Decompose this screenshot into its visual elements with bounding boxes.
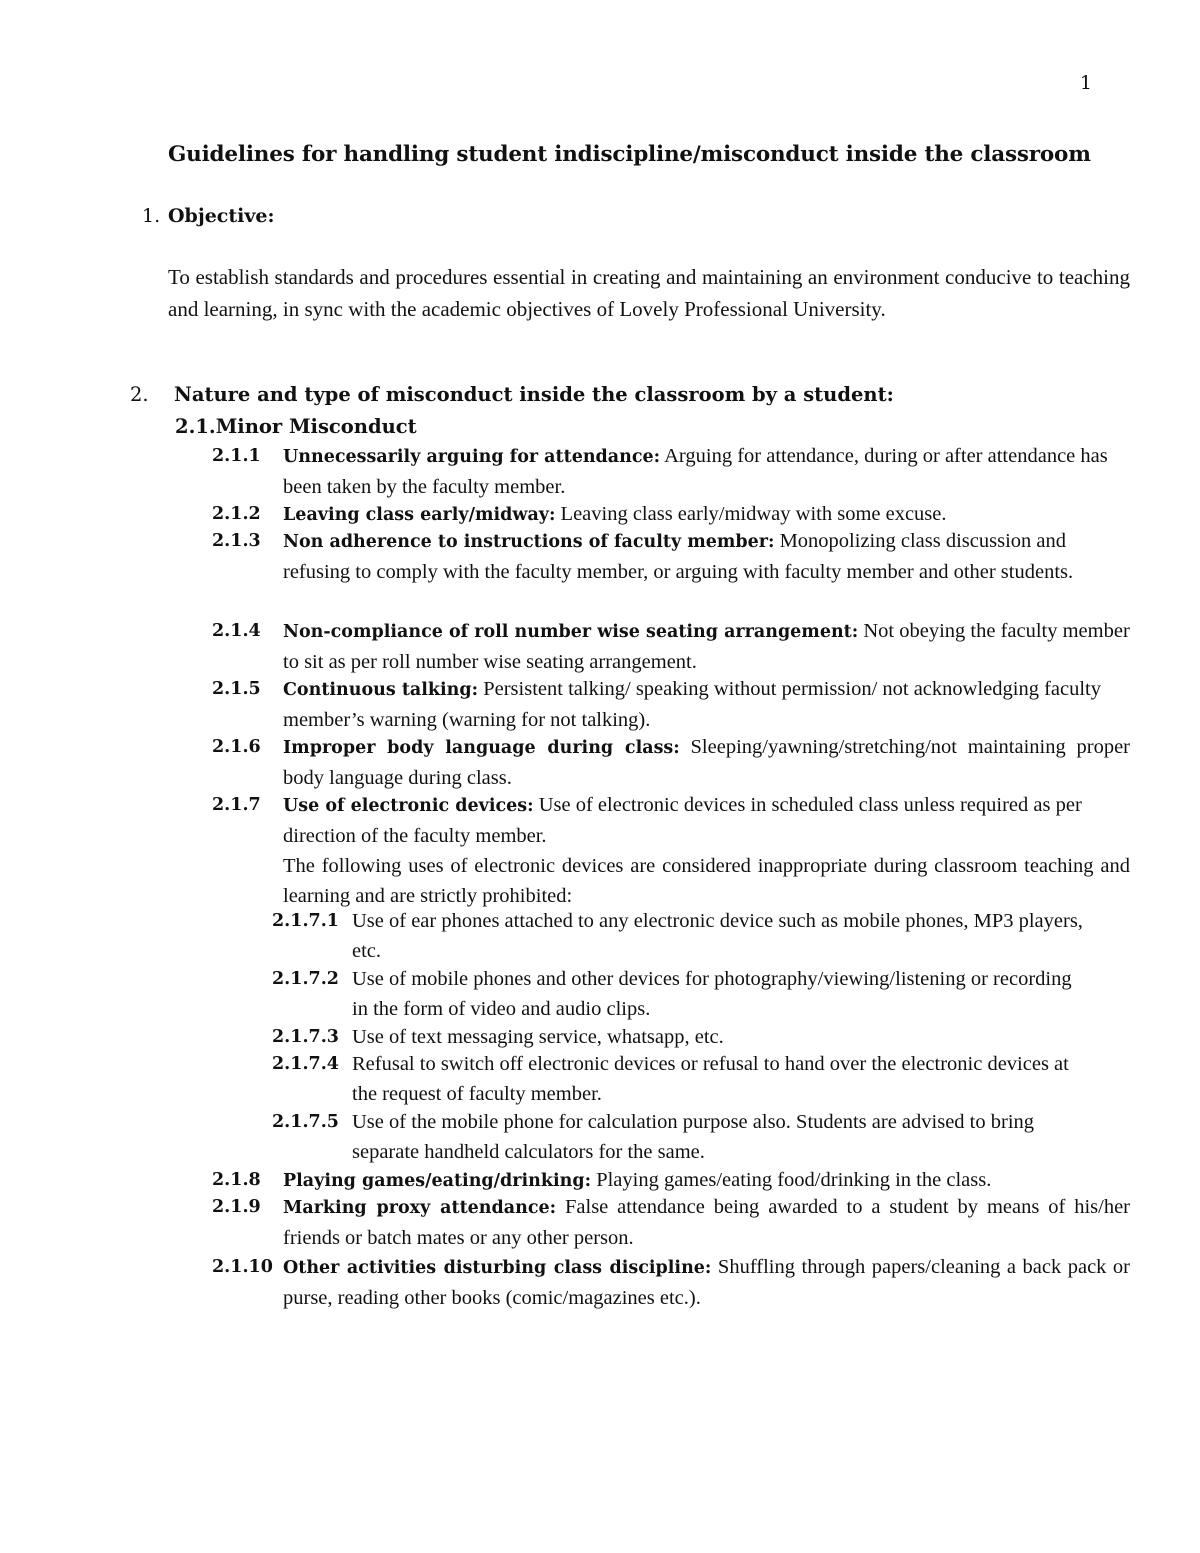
- subitem-text: Use of text messaging service, whatsapp, etc.: [352, 1026, 724, 1048]
- list-subitem-2-1-7-2: [272, 964, 1130, 1024]
- item-label: Non adherence to instructions of faculty member:: [283, 532, 775, 552]
- objective-text: To establish standards and procedures essential in creating and maintaining an environment conducive to teaching and learning, in sync with the academic objectives of Lovely Professional University.: [168, 265, 1130, 321]
- list-subitem-2-1-7-4: [272, 1049, 1130, 1109]
- item-label: Continuous talking:: [283, 680, 479, 700]
- item-text: Playing games/eating food/drinking in the class.: [596, 1169, 992, 1191]
- item-text: Sleeping/yawning/stretching/not maintaining proper body language during class.: [283, 736, 1130, 789]
- item-text: Use of electronic devices in scheduled class unless required as per direction of the faculty member.: [283, 794, 1082, 847]
- subitem-number: 2.1.7.1: [272, 911, 339, 931]
- list-subitem-2-1-7-3: [272, 1022, 1130, 1052]
- item-label: Other activities disturbing class discipline:: [283, 1258, 712, 1278]
- item-number: 2.1.2: [212, 504, 261, 524]
- item-number: 2.1.8: [212, 1170, 261, 1190]
- section-1-number: 1.: [142, 205, 161, 227]
- list-subitem-2-1-7-1: [272, 906, 1130, 966]
- item-text: Persistent talking/ speaking without permission/ not acknowledging faculty member’s warning (warning for not talking).: [283, 678, 1101, 731]
- item-text: Not obeying the faculty member to sit as per roll number wise seating arrangement.: [283, 620, 1130, 673]
- item-number: 2.1.5: [212, 679, 261, 699]
- item-label: Improper body language during class:: [283, 738, 680, 758]
- item-text: Arguing for attendance, during or after attendance has been taken by the faculty member.: [283, 445, 1108, 498]
- item-number: 2.1.4: [212, 621, 261, 641]
- subitem-text: Use of ear phones attached to any electronic device such as mobile phones, MP3 players, etc.: [352, 910, 1083, 962]
- item-number: 2.1.9: [212, 1197, 261, 1217]
- list-item-2-1-7: [212, 790, 1130, 911]
- item-number: 2.1.7: [212, 795, 261, 815]
- subitem-number: 2.1.7.4: [272, 1054, 339, 1074]
- item-label: Marking proxy attendance:: [283, 1198, 557, 1218]
- item-text: Shuffling through papers/cleaning a back pack or purse, reading other books (comic/magazines etc.).: [283, 1256, 1131, 1309]
- item-label: Use of electronic devices:: [283, 796, 534, 816]
- section-2-heading: [130, 383, 894, 406]
- list-item-2-1-1: [212, 441, 1130, 502]
- item-label: Playing games/eating/drinking:: [283, 1171, 592, 1191]
- item-label: Leaving class early/midway:: [283, 505, 556, 525]
- list-item-2-1-10: [212, 1252, 1130, 1313]
- subsection-2-1-label: Minor Misconduct: [215, 415, 417, 438]
- subitem-text: Refusal to switch off electronic devices or refusal to hand over the electronic devices at the request of faculty member.: [352, 1053, 1069, 1105]
- subitem-text: Use of mobile phones and other devices for photography/viewing/listening or recording in the form of video and audio clips.: [352, 968, 1072, 1020]
- list-item-2-1-5: [212, 674, 1130, 735]
- list-subitem-2-1-7-5: [272, 1107, 1130, 1167]
- item-text: False attendance being awarded to a student by means of his/her friends or batch mates or any other person.: [283, 1196, 1131, 1249]
- section-2-label: Nature and type of misconduct inside the classroom by a student:: [174, 383, 894, 406]
- page-title: Guidelines for handling student indiscipline/misconduct inside the classroom: [168, 142, 1091, 167]
- item-number: 2.1.10: [212, 1257, 273, 1277]
- section-1-heading: [142, 205, 275, 227]
- item-label: Non-compliance of roll number wise seating arrangement:: [283, 622, 859, 642]
- subitem-number: 2.1.7.2: [272, 969, 339, 989]
- section-1-label: Objective:: [168, 205, 275, 227]
- item-text: Leaving class early/midway with some excuse.: [560, 503, 947, 525]
- list-item-2-1-4: [212, 616, 1130, 677]
- item-number: 2.1.6: [212, 737, 261, 757]
- section-2-number: 2.: [130, 383, 149, 406]
- item-text: Monopolizing class discussion and refusing to comply with the faculty member, or arguing with faculty member and other students.: [283, 530, 1074, 583]
- page-number: 1: [1079, 72, 1092, 94]
- item-number: 2.1.3: [212, 531, 261, 551]
- list-item-2-1-6: [212, 732, 1130, 793]
- item-number: 2.1.1: [212, 446, 261, 466]
- item-label: Unnecessarily arguing for attendance:: [283, 447, 661, 467]
- subitem-number: 2.1.7.5: [272, 1112, 339, 1132]
- subsection-2-1-number: 2.1.: [175, 415, 216, 438]
- subitem-text: Use of the mobile phone for calculation purpose also. Students are advised to bring separate handheld calculators for the same.: [352, 1111, 1035, 1163]
- list-item-2-1-3: [212, 526, 1130, 587]
- item-extra-text: The following uses of electronic devices are considered inappropriate during classroom teaching and learning and are strictly prohibited:: [283, 855, 1130, 907]
- subitem-number: 2.1.7.3: [272, 1027, 339, 1047]
- list-item-2-1-9: [212, 1192, 1130, 1253]
- subsection-2-1-heading: [175, 415, 417, 438]
